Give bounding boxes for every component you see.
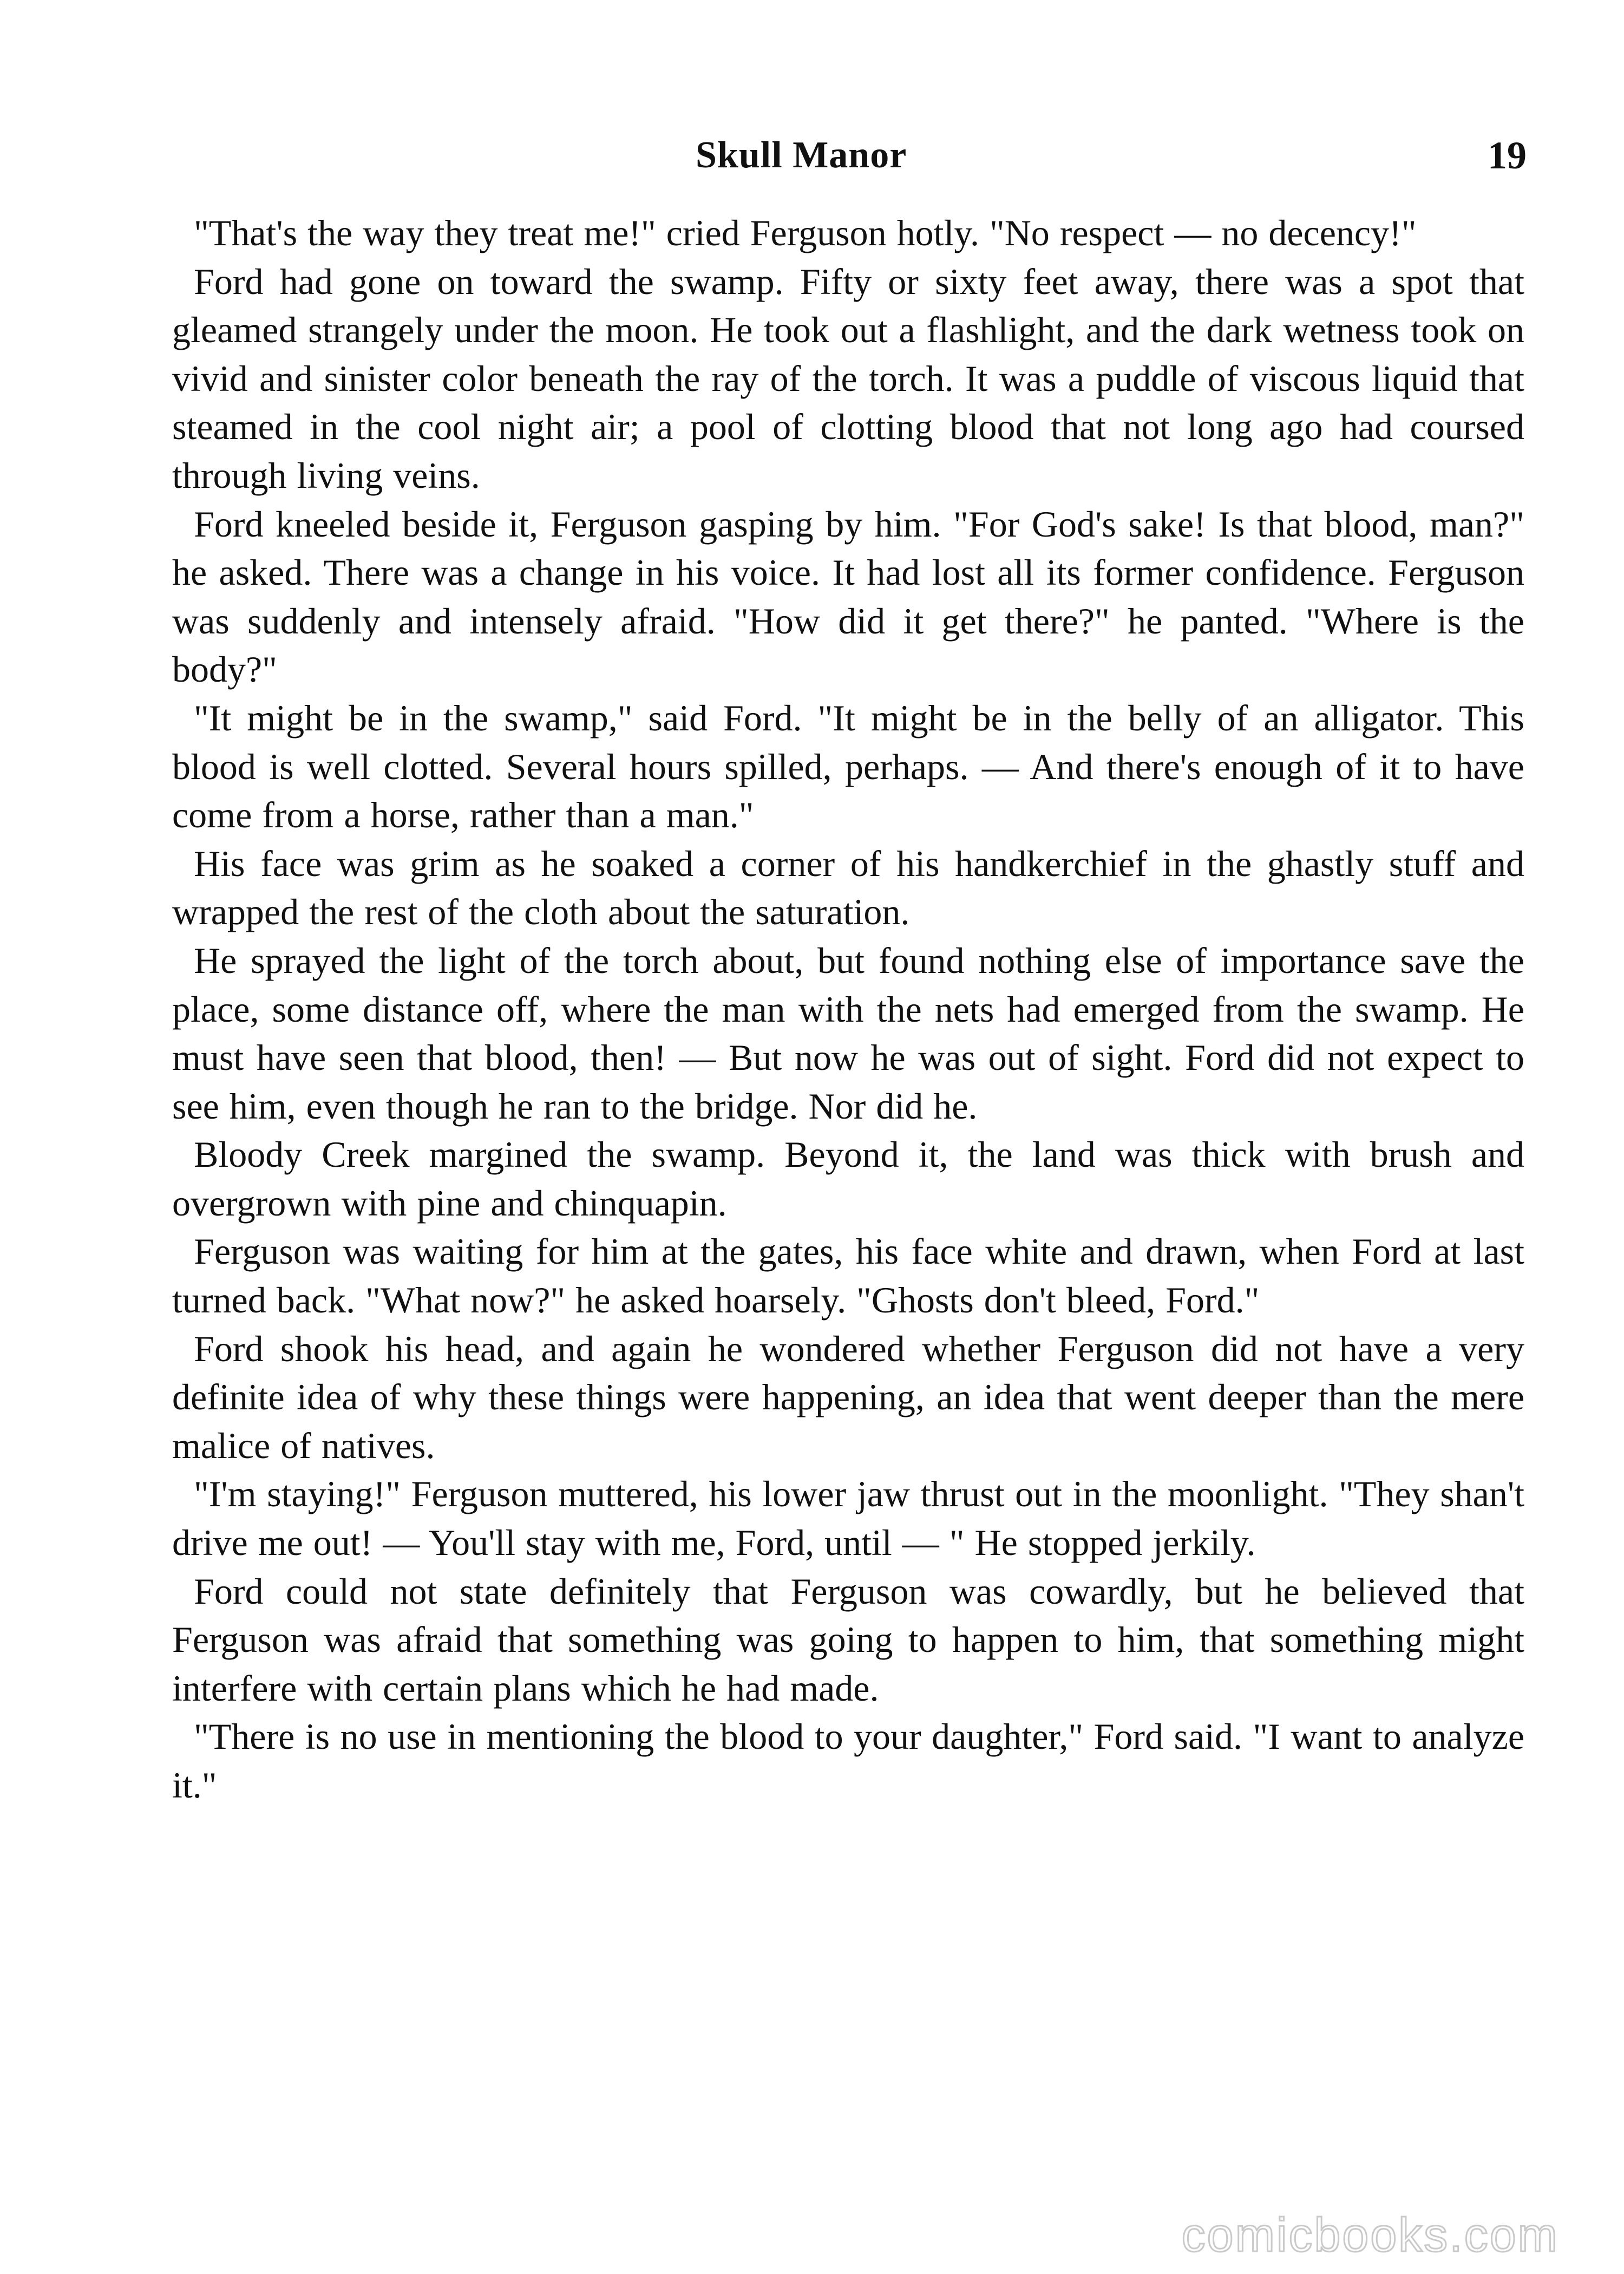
paragraph: "It might be in the swamp," said Ford. "It might be in the belly of an alligator. This blood is well clotted. Several hours spilled, perhaps. — And there's enough of it to have come from a horse, rather than a man." [172, 697, 1524, 836]
paragraph: Ford had gone on toward the swamp. Fifty or sixty feet away, there was a spot that gleamed strangely under the moon. He took out a flashlight, and the dark wetness took on vivid and sinister color beneath the ray of the torch. It was a puddle of viscous liquid that steamed in the cool night air; a pool of clotting blood that not long ago had coursed through living veins. [172, 260, 1524, 496]
paragraph: Ferguson was waiting for him at the gates, his face white and drawn, when Ford at last turned back. "What now?" he asked hoarsely. "Ghosts don't bleed, Ford." [172, 1231, 1524, 1321]
paragraph: "I'm staying!" Ferguson muttered, his lower jaw thrust out in the moonlight. "They shan't drive me out! — You'll stay with me, Ford, until — " He stopped jerkily. [172, 1473, 1524, 1564]
paragraph: Ford kneeled beside it, Ferguson gasping by him. "For God's sake! Is that blood, man?" he asked. There was a change in his voice. It had lost all its former confidence. Ferguson was suddenly and intensely afraid. "How did it get there?" he panted. "Where is the body?" [172, 503, 1524, 690]
page-number: 19 [1488, 134, 1527, 177]
paragraph: "There is no use in mentioning the blood to your daughter," Ford said. "I want to analyze it." [172, 1716, 1524, 1806]
paragraph: His face was grim as he soaked a corner of his handkerchief in the ghastly stuff and wrapped the rest of the cloth about the saturation. [172, 842, 1524, 933]
paragraph: He sprayed the light of the torch about, but found nothing else of importance save the place, some distance off, where the man with the nets had emerged from the swamp. He must have seen that blood, then! — But now he was out of sight. Ford did not expect to see him, even though he ran to the bridge. Nor did he. [172, 939, 1524, 1127]
paragraph: Bloody Creek margined the swamp. Beyond it, the land was thick with brush and overgrown with pine and chinquapin. [172, 1134, 1524, 1224]
body-text [172, 209, 1524, 1810]
watermark: comicbooks.com [1181, 2208, 1559, 2262]
paragraph: "That's the way they treat me!" cried Ferguson hotly. "No respect — no decency!" [194, 212, 1417, 253]
paragraph: Ford shook his head, and again he wondered whether Ferguson did not have a very definite idea of why these things were happening, an idea that went deeper than the mere malice of natives. [172, 1328, 1524, 1466]
running-title: Skull Manor [696, 134, 907, 176]
running-header [696, 126, 1527, 185]
paragraph: Ford could not state definitely that Ferguson was cowardly, but he believed that Ferguson was afraid that something was going to happen to him, that something might interfere with certain plans which he had made. [172, 1570, 1524, 1709]
